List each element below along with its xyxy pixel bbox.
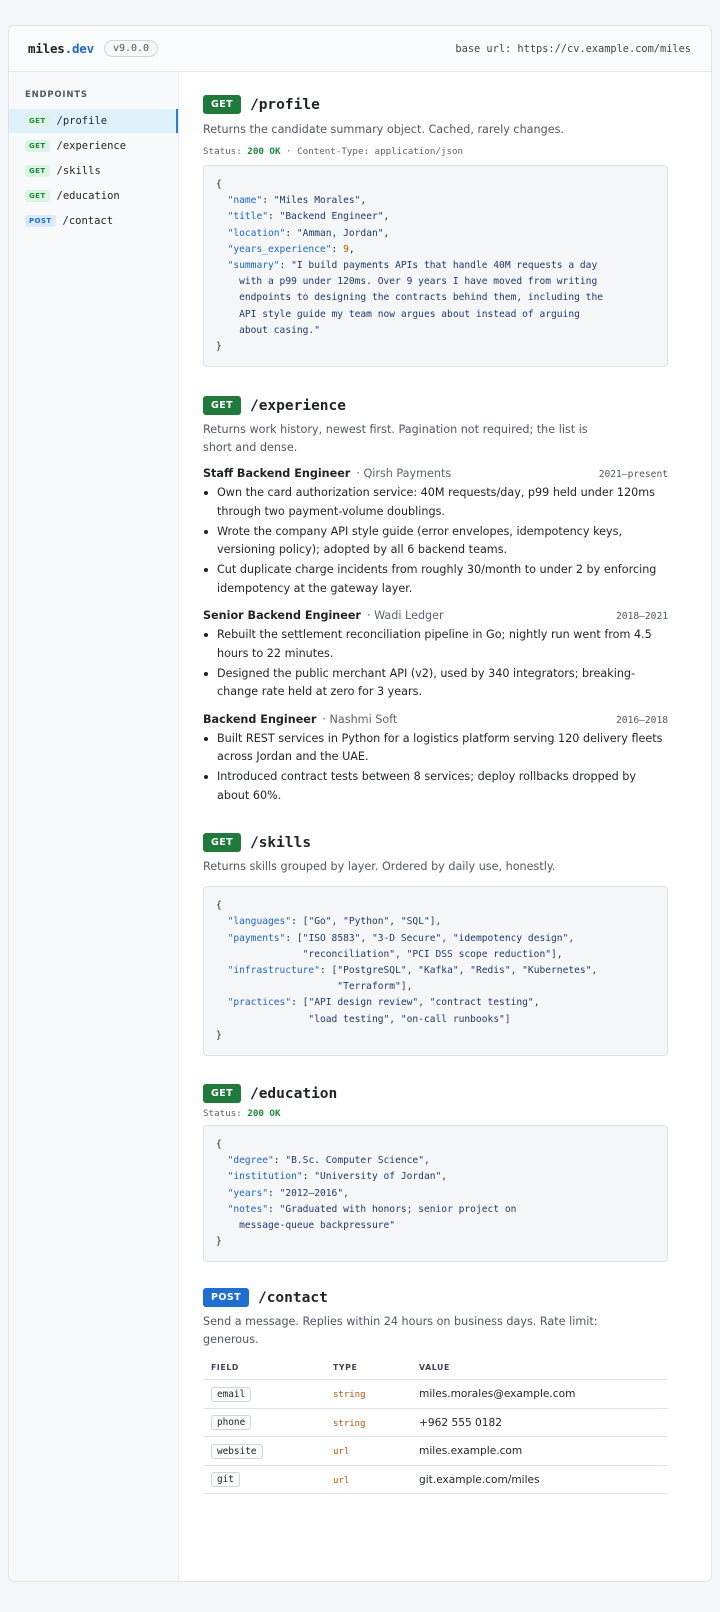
method-badge: GET — [25, 165, 50, 177]
method-badge: POST — [203, 1288, 249, 1307]
job-header — [203, 467, 668, 480]
logo[interactable]: miles.dev — [28, 41, 94, 56]
status-line: Status: 200 OK — [203, 1108, 281, 1120]
status-line: Status: 200 OK · Content-Type: application/json — [203, 146, 464, 157]
json-response: { "degree": "B.Sc. Computer Science", "institution": "University of Jordan", "years": "2012–2016", "notes": "Graduated with honors; senior project on message-queue backpressure" } — [203, 1125, 668, 1262]
list-item: Introduced contract tests between 8 services; deploy rollbacks dropped by about 60%. — [203, 768, 668, 805]
main-content — [203, 72, 668, 1494]
list-item: Built REST services in Python for a logistics platform serving 120 delivery fleets across Jordan and the UAE. — [203, 730, 668, 767]
section-skills — [203, 833, 668, 1056]
column-header: TYPE — [325, 1363, 411, 1380]
section-profile — [203, 72, 668, 367]
sidebar-item-label: /skills — [56, 165, 101, 177]
job-title: Senior Backend Engineer — [203, 609, 361, 623]
column-header: FIELD — [203, 1363, 325, 1380]
docs-window — [8, 25, 712, 1582]
method-badge: GET — [203, 396, 241, 415]
method-badge: GET — [25, 140, 50, 152]
job-company: · Nashmi Soft — [322, 712, 398, 726]
job-title: Backend Engineer — [203, 712, 317, 726]
list-item: Own the card authorization service: 40M requests/day, p99 held under 120ms through two payment-volume doublings. — [203, 484, 668, 521]
section-contact — [203, 1288, 668, 1494]
field-value[interactable]: miles.morales@example.com — [411, 1380, 668, 1409]
section-experience — [203, 396, 668, 805]
method-badge: GET — [203, 833, 241, 852]
table-row — [203, 1380, 668, 1409]
method-badge: GET — [25, 190, 50, 202]
field-name: git — [211, 1472, 240, 1487]
base-url: base url: https://cv.example.com/miles — [455, 42, 691, 55]
field-type: string — [333, 1418, 366, 1429]
job-dates: 2021–present — [598, 469, 668, 481]
field-name: phone — [211, 1415, 251, 1430]
json-response: { "languages": ["Go", "Python", "SQL"], "payments": ["ISO 8583", "3-D Secure", "idempotency design", "reconciliation", "PCI DSS scope reduction"], "infrastructure": ["PostgreSQL", "Kafka", "Redis", "Kubernetes", "Terraform"], "practices": ["API design review", "contract testing", "load testing", "on-call runbooks"] } — [203, 886, 668, 1056]
job-company: · Wadi Ledger — [366, 609, 444, 623]
top-bar — [9, 26, 711, 72]
sidebar-item-label: /profile — [56, 115, 108, 127]
sidebar-item-label: /education — [56, 190, 120, 202]
table-row — [203, 1465, 668, 1494]
endpoint-path: /skills — [249, 834, 312, 851]
field-type: url — [333, 1475, 350, 1486]
endpoint-path: /education — [249, 1085, 338, 1102]
method-badge: POST — [25, 215, 56, 227]
job-header — [203, 609, 668, 622]
endpoint-path: /contact — [257, 1289, 328, 1306]
sidebar-item-education[interactable] — [9, 184, 178, 208]
table-header-row — [203, 1363, 668, 1380]
endpoint-heading — [203, 1084, 668, 1103]
sidebar-item-label: /experience — [56, 140, 127, 152]
job-bullets — [203, 484, 668, 598]
job-entry — [203, 609, 668, 702]
table-row — [203, 1408, 668, 1437]
status-ok: 200 OK — [247, 1108, 281, 1120]
method-badge: GET — [203, 95, 241, 114]
endpoint-heading — [203, 396, 668, 415]
sidebar-item-experience[interactable] — [9, 134, 178, 158]
job-bullets — [203, 730, 668, 806]
method-badge: GET — [203, 1084, 241, 1103]
job-entry — [203, 467, 668, 598]
endpoint-heading — [203, 95, 668, 114]
list-item: Designed the public merchant API (v2), used by 340 integrators; breaking-change rate held at zero for 3 years. — [203, 665, 668, 702]
list-item: Wrote the company API style guide (error envelopes, idempotency keys, versioning policy); adopted by all 6 backend teams. — [203, 523, 668, 560]
job-header — [203, 713, 668, 726]
contact-fields-table — [203, 1363, 668, 1494]
job-company: · Qirsh Payments — [356, 467, 452, 481]
sidebar — [9, 72, 179, 1581]
field-value[interactable]: miles.example.com — [411, 1437, 668, 1466]
job-dates: 2016–2018 — [616, 714, 668, 726]
status-ok: 200 OK — [247, 146, 281, 157]
list-item: Cut duplicate charge incidents from roughly 30/month to under 2 by enforcing idempotency at the gateway layer. — [203, 561, 668, 598]
endpoint-description: Send a message. Replies within 24 hours on business days. Rate limit: generous. — [203, 1315, 598, 1347]
method-badge: GET — [25, 115, 50, 127]
job-title: Staff Backend Engineer — [203, 467, 351, 481]
field-name: website — [211, 1444, 263, 1459]
table-row — [203, 1437, 668, 1466]
endpoint-heading — [203, 833, 668, 852]
sidebar-item-profile[interactable] — [9, 109, 178, 133]
endpoint-description: Returns work history, newest first. Pagination not required; the list is short and dense. — [203, 423, 588, 455]
endpoint-path: /experience — [249, 397, 346, 414]
sidebar-title: ENDPOINTS — [25, 90, 88, 100]
list-item: Rebuilt the settlement reconciliation pipeline in Go; nightly run went from 4.5 hours to 22 minutes. — [203, 626, 668, 663]
field-type: url — [333, 1447, 350, 1458]
column-header: VALUE — [411, 1363, 668, 1380]
sidebar-item-label: /contact — [62, 215, 114, 227]
sidebar-item-contact[interactable] — [9, 209, 178, 233]
endpoint-heading — [203, 1288, 668, 1307]
field-name: email — [211, 1387, 251, 1402]
json-response: { "name": "Miles Morales", "title": "Backend Engineer", "location": "Amman, Jordan", "years_experience": 9, "summary": "I build payments APIs that handle 40M requests a day with a p99 under 120ms. Over 9 years I have moved from writing endpoints to designing the contracts behind them, including the API style guide my team now argues about instead of arguing about casing." } — [203, 165, 668, 367]
endpoint-description: Returns the candidate summary object. Cached, rarely changes. — [203, 123, 564, 136]
endpoint-description: Returns skills grouped by layer. Ordered by daily use, honestly. — [203, 860, 556, 874]
endpoint-path: /profile — [249, 96, 320, 113]
field-type: string — [333, 1390, 366, 1401]
version-badge: v9.0.0 — [104, 40, 158, 57]
job-dates: 2018–2021 — [616, 611, 668, 623]
field-value[interactable]: +962 555 0182 — [411, 1408, 668, 1437]
section-education — [203, 1084, 668, 1262]
job-entry — [203, 713, 668, 806]
sidebar-item-skills[interactable] — [9, 159, 178, 183]
field-value[interactable]: git.example.com/miles — [411, 1465, 668, 1494]
job-bullets — [203, 626, 668, 702]
